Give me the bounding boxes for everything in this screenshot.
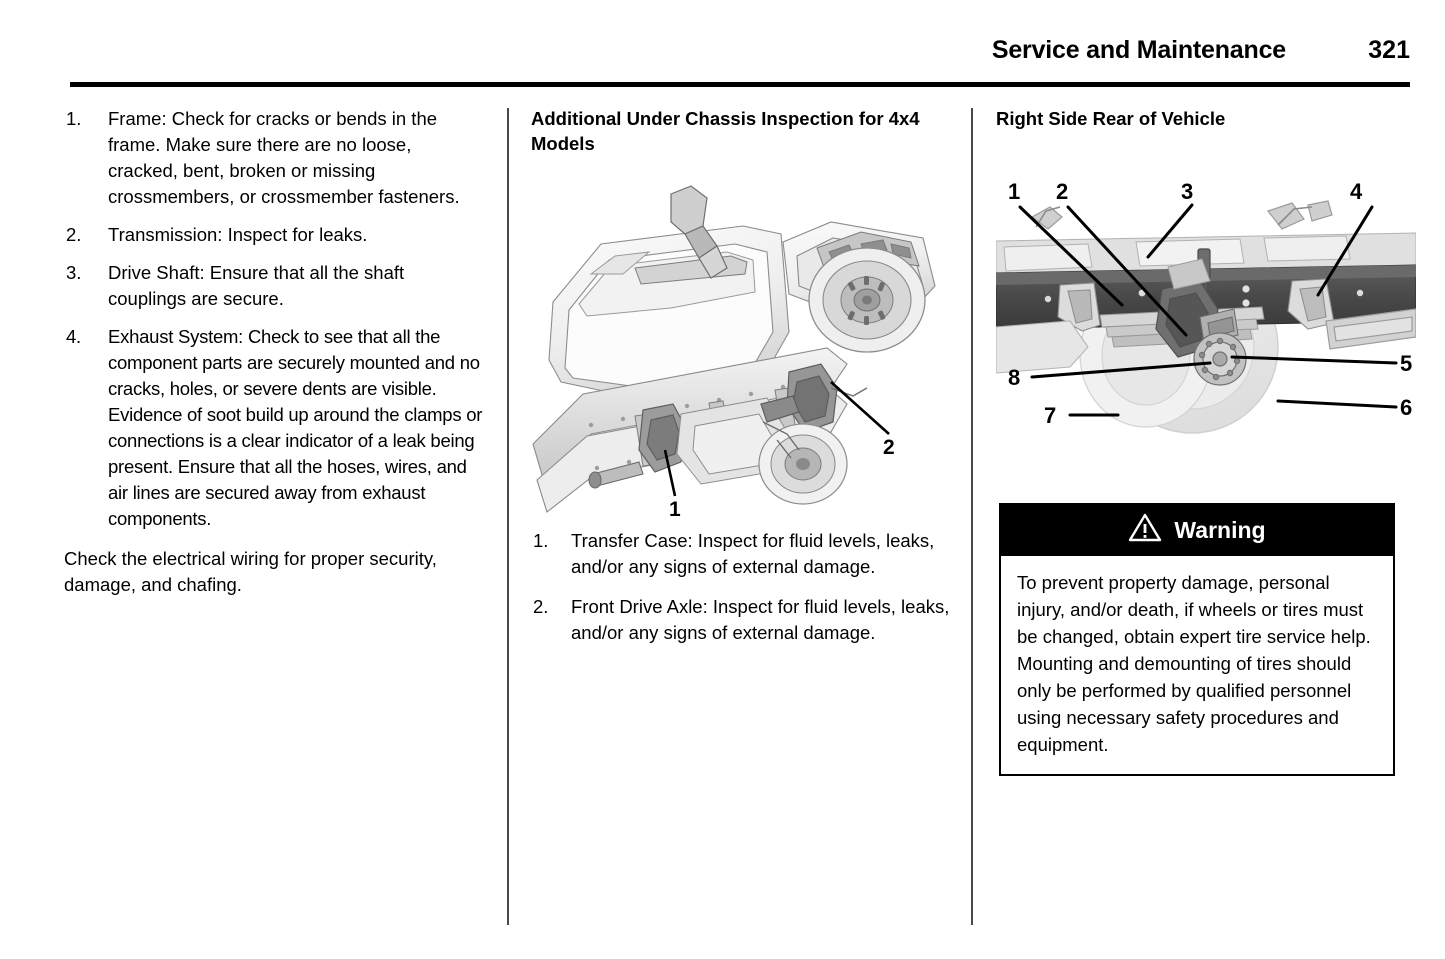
list-item-text: Front Drive Axle: Inspect for fluid levels, leaks, and/or any signs of external damage. <box>571 596 950 643</box>
list-item <box>64 324 484 532</box>
chassis-inspection-list <box>64 106 484 532</box>
warning-triangle-icon <box>1128 512 1162 547</box>
list-item <box>64 222 484 248</box>
left-column <box>64 106 484 598</box>
page-number: 321 <box>1368 36 1410 64</box>
list-item-text: Transmission: Inspect for leaks. <box>108 224 368 245</box>
header-rule <box>70 82 1410 87</box>
column-divider-right <box>971 108 973 925</box>
right-side-rear-illustration <box>996 177 1416 437</box>
list-item-text: Transfer Case: Inspect for fluid levels, leaks, and/or any signs of external damage. <box>571 530 935 577</box>
list-item <box>531 594 951 646</box>
list-item-text: Drive Shaft: Ensure that all the shaft couplings are secure. <box>108 262 405 309</box>
list-item-text: Exhaust System: Check to see that all the component parts are securely mounted and no cracks, holes, or severe dents are visible. Evidence of soot build up around the clamps or connections is a clear indicator of a leak being present. Ensure that all the hoses, wires, and air lines are secured away from exhaust components. <box>108 326 483 529</box>
right-column-heading: Right Side Rear of Vehicle <box>996 108 1226 129</box>
middle-column-heading: Additional Under Chassis Inspection for 4x4 Models <box>531 108 920 154</box>
figure-callout-7: 7 <box>1044 403 1057 428</box>
list-item <box>531 528 951 580</box>
figure-callout-3: 3 <box>1181 179 1194 204</box>
under-chassis-4x4-illustration <box>531 182 951 522</box>
list-item-number: 2. <box>66 224 82 245</box>
figure-callout-8: 8 <box>1008 365 1021 390</box>
warning-label: Warning <box>1174 517 1266 543</box>
figure-callout-5: 5 <box>1400 351 1413 376</box>
figure-callout-2: 2 <box>1056 179 1069 204</box>
list-item-number: 3. <box>66 262 82 283</box>
right-side-rear-svg <box>996 177 1416 437</box>
figure-callout-4: 4 <box>1350 179 1363 204</box>
column-divider-left <box>507 108 509 925</box>
under-chassis-4x4-svg <box>531 182 951 522</box>
right-column <box>996 106 1416 437</box>
warning-header <box>999 503 1395 556</box>
warning-box <box>999 503 1395 776</box>
list-item <box>64 260 484 312</box>
list-item-number: 2. <box>533 596 549 617</box>
page-title: Service and Maintenance <box>991 36 1286 64</box>
list-item-number: 1. <box>66 108 82 129</box>
list-item-number: 4. <box>66 326 81 347</box>
list-item-number: 1. <box>533 530 549 551</box>
list-item-text: Frame: Check for cracks or bends in the frame. Make sure there are no loose, cracked, bent, broken or missing crossmembers, or crossmember fasteners. <box>108 108 460 207</box>
figure-callout-1: 1 <box>669 498 681 521</box>
middle-column <box>531 106 951 660</box>
figure-callout-6: 6 <box>1400 395 1413 420</box>
list-item <box>64 106 484 210</box>
page-header <box>70 36 1410 82</box>
figure-callout-1: 1 <box>1008 179 1021 204</box>
warning-text: To prevent property damage, personal injury, and/or death, if wheels or tires must be changed, obtain expert tire service help. Mounting and demounting of tires should only be performed by qualified personnel using necessary safety procedures and equipment. <box>999 556 1395 776</box>
4x4-inspection-list <box>531 528 951 646</box>
figure-callout-2: 2 <box>883 436 895 459</box>
electrical-wiring-paragraph: Check the electrical wiring for proper security, damage, and chafing. <box>64 548 437 595</box>
